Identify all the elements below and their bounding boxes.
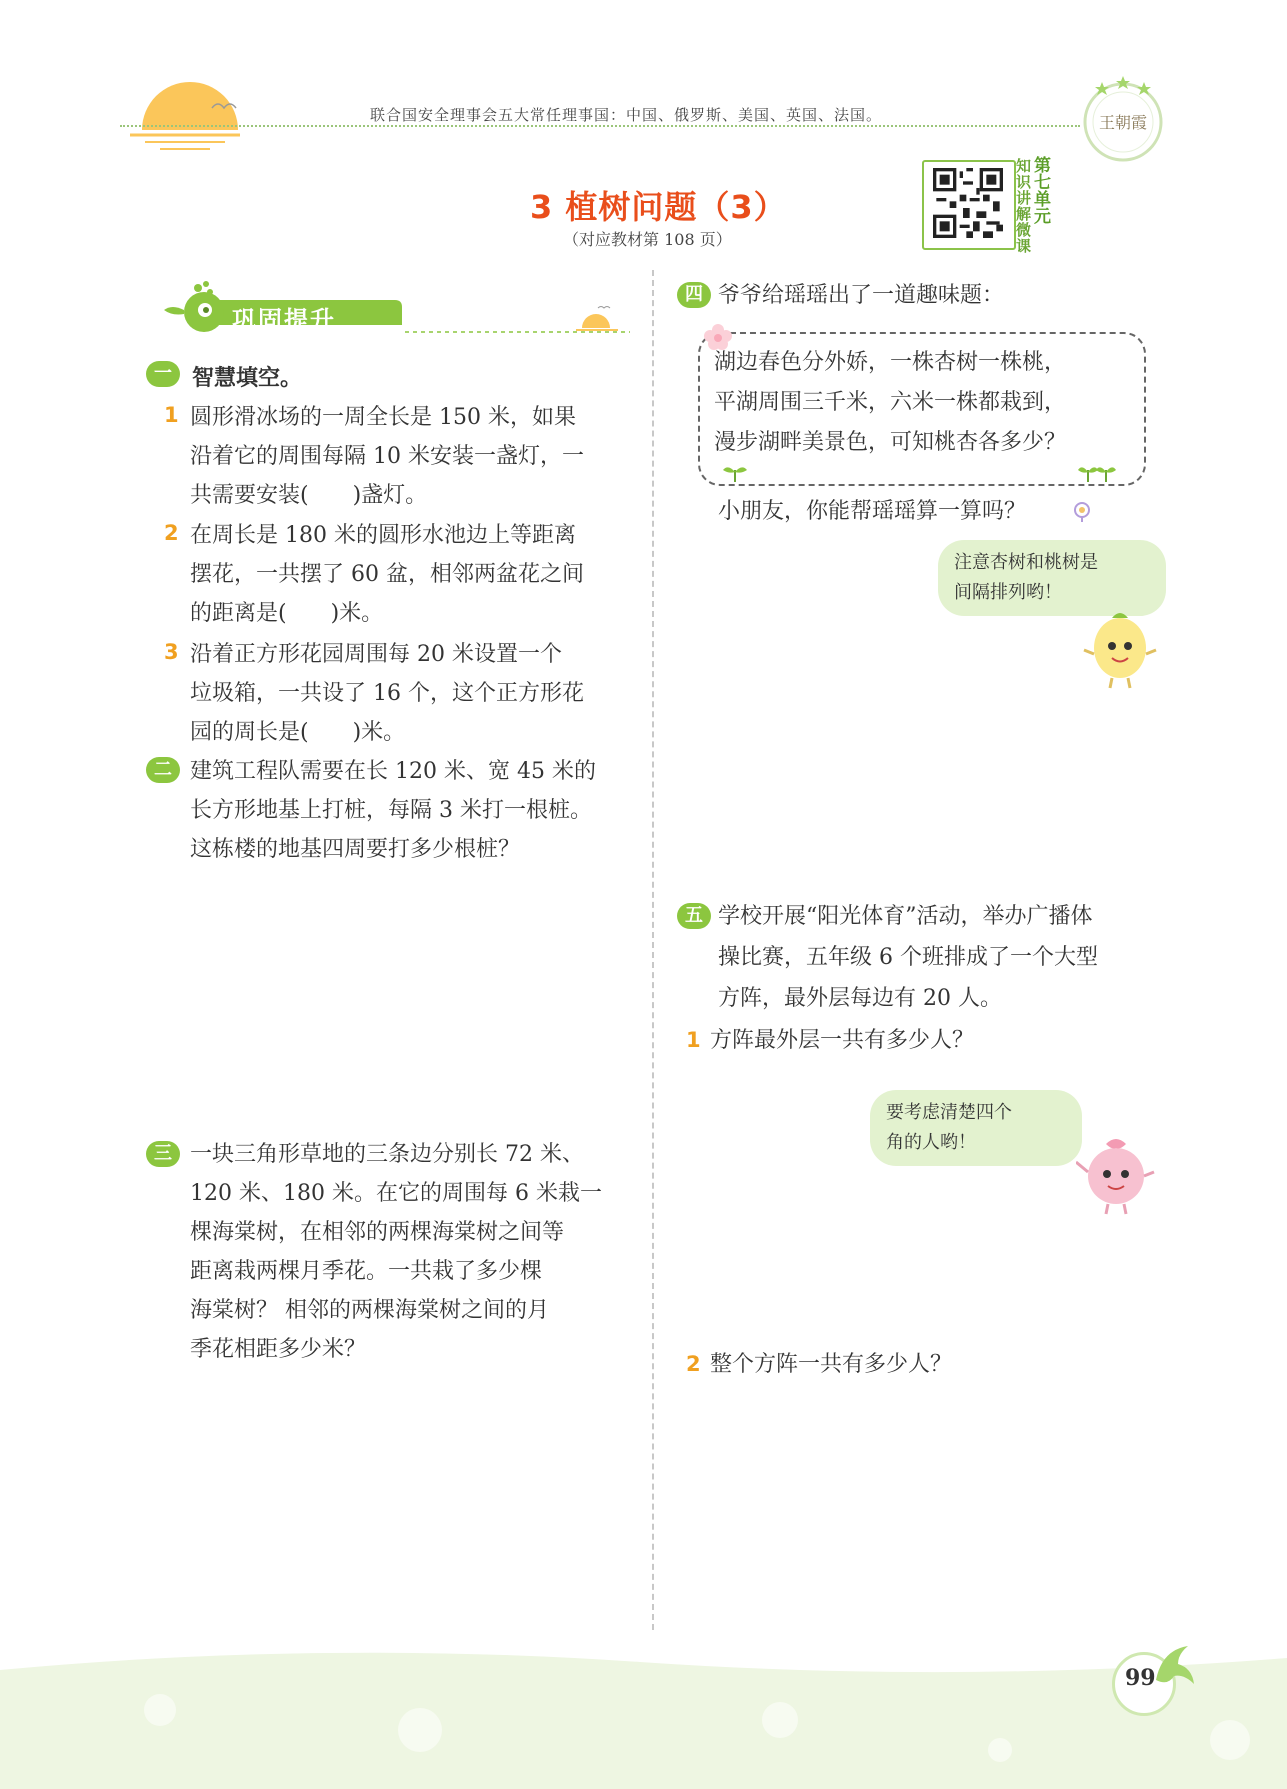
text-line: 沿着正方形花园周围每 20 米设置一个 (190, 642, 562, 667)
bottom-decoration (0, 1640, 1287, 1789)
poem-line: 湖边春色分外娇，一株杏树一株桃， (714, 350, 1067, 375)
text-line: 学校开展“阳光体育”活动，举办广播体 (718, 904, 1093, 929)
question-4-ask: 小朋友，你能帮瑶瑶算一算吗？ (718, 499, 1027, 524)
question-1-3 (190, 635, 640, 752)
question-5-2: 整个方阵一共有多少人？ (710, 1352, 953, 1377)
question-number: 3 (164, 640, 179, 664)
hint-pin-icon (1070, 500, 1094, 524)
question-5-1: 方阵最外层一共有多少人？ (710, 1028, 975, 1053)
text-line: 120 米、180 米。在它的周围每 6 米栽一 (190, 1181, 602, 1206)
question-number: 2 (164, 521, 179, 545)
page-title: 3 植树问题（3） (530, 188, 787, 226)
text-line: 建筑工程队需要在长 120 米、宽 45 米的 (190, 759, 596, 784)
question-4-intro: 爷爷给瑶瑶出了一道趣味题： (718, 283, 1005, 308)
qr-code-icon[interactable] (933, 168, 1003, 238)
text-line: 方阵，最外层每边有 20 人。 (718, 986, 1002, 1011)
poem-line: 漫步湖畔美景色，可知桃杏各多少？ (714, 430, 1067, 455)
header-divider (120, 125, 1080, 127)
question-5 (718, 896, 1168, 1019)
text-line: 的距离是( )米。 (190, 601, 384, 626)
text-line: 圆形滑冰场的一周全长是 150 米，如果 (190, 405, 576, 430)
qr-label-unit: 第七单元 (1034, 156, 1051, 227)
publisher-logo (1080, 72, 1166, 164)
bird-icon (210, 98, 240, 114)
question-2 (190, 752, 640, 869)
text-line: 棵海棠树，在相邻的两棵海棠树之间等 (190, 1220, 565, 1245)
text-line: 这栋楼的地基四周要打多少根桩？ (190, 837, 521, 862)
column-divider (652, 270, 654, 1630)
page-number: 99 (1125, 1665, 1156, 1691)
hint-bubble-4 (938, 540, 1166, 616)
hint-line: 注意杏树和桃树是 (954, 552, 1098, 573)
logo-text: 王朝霞 (1098, 113, 1148, 132)
section-tag-2: 二 (146, 757, 180, 783)
poem-line: 平湖周围三千米，六米一株都栽到， (714, 390, 1067, 415)
question-1-2 (190, 516, 640, 633)
page-subtitle: （对应教材第 108 页） (563, 230, 732, 249)
text-line: 在周长是 180 米的圆形水池边上等距离 (190, 523, 576, 548)
section-tag-3: 三 (146, 1141, 180, 1167)
text-line: 季花相距多少米？ (190, 1337, 367, 1362)
section-1-heading: 智慧填空。 (192, 366, 303, 391)
hint-line: 间隔排列哟！ (954, 582, 1062, 603)
sunrise-decoration-icon (130, 75, 240, 155)
cartoon-character-icon (1076, 1132, 1156, 1216)
text-line: 操比赛，五年级 6 个班排成了一个大型 (718, 945, 1098, 970)
question-3 (190, 1135, 640, 1369)
cartoon-character-icon (1082, 610, 1158, 690)
qr-label-knowledge: 知识讲解微课 (1016, 157, 1032, 255)
section-banner (150, 280, 640, 340)
question-1-1 (190, 398, 640, 515)
text-line: 沿着它的周围每隔 10 米安装一盏灯，一 (190, 444, 584, 469)
text-line: 摆花，一共摆了 60 盆，相邻两盆花之间 (190, 562, 584, 587)
hint-line: 要考虑清楚四个 (886, 1102, 1012, 1123)
section-banner-title: 巩固提升 (232, 306, 336, 334)
text-line: 垃圾箱，一共设了 16 个，这个正方形花 (190, 681, 584, 706)
poem-text (714, 343, 1154, 463)
section-tag-1: 一 (146, 361, 180, 387)
sprout-icon (1078, 462, 1118, 482)
section-tag-4: 四 (677, 282, 711, 308)
text-line: 海棠树？ 相邻的两棵海棠树之间的月 (190, 1298, 549, 1323)
text-line: 园的周长是( )米。 (190, 720, 406, 745)
text-line: 共需要安装( )盏灯。 (190, 483, 428, 508)
question-number: 1 (164, 403, 179, 427)
hint-bubble-5 (870, 1090, 1082, 1166)
header-motto: 联合国安全理事会五大常任理事国：中国、俄罗斯、美国、英国、法国。 (370, 106, 883, 124)
sprout-icon (720, 462, 750, 482)
question-number: 1 (686, 1028, 701, 1052)
text-line: 一块三角形草地的三条边分别长 72 米、 (190, 1142, 584, 1167)
section-tag-5: 五 (677, 903, 711, 929)
text-line: 长方形地基上打桩，每隔 3 米打一根桩。 (190, 798, 592, 823)
hint-line: 角的人哟！ (886, 1132, 976, 1153)
question-number: 2 (686, 1352, 701, 1376)
text-line: 距离栽两棵月季花。一共栽了多少棵 (190, 1259, 543, 1284)
